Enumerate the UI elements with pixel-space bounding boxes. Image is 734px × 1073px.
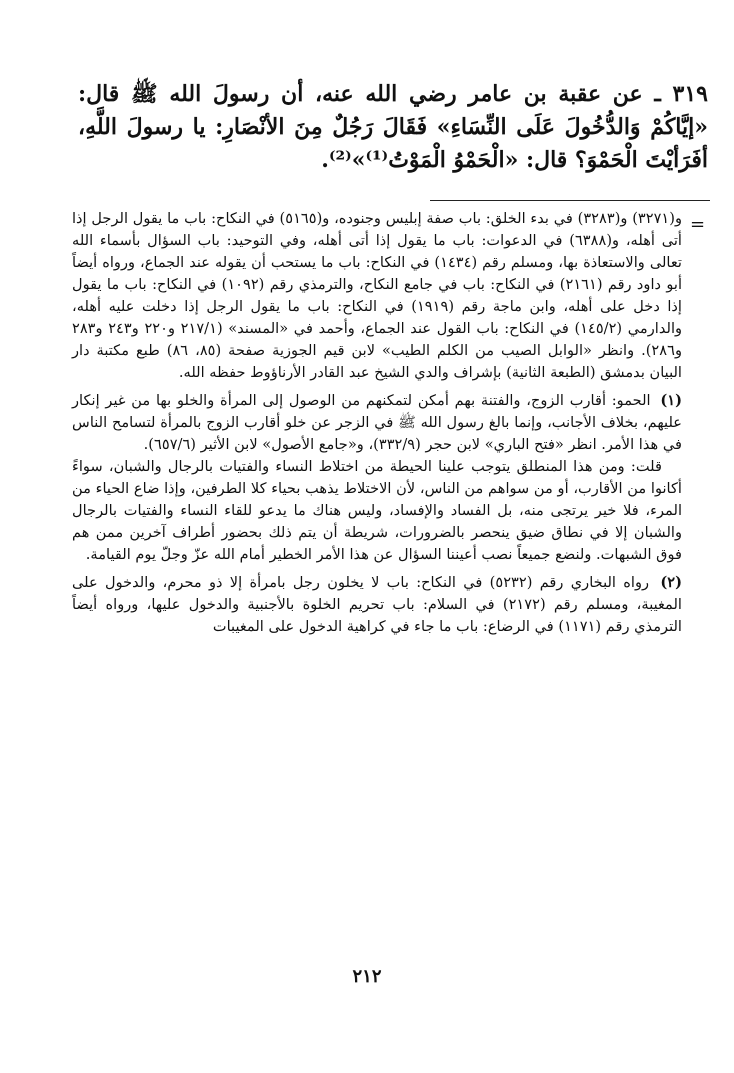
hadith-text: عن عقبة بن عامر رضي الله عنه، أن رسولَ الله ﷺ قال: «إيَّاكُمْ وَالدُّخُولَ عَلَى النِّسَاءِ» فَقَالَ رَجُلٌ مِنَ الأنْصَارِ: يا رسولَ اللَّهِ، أفَرَأيْتَ الْحَمْوَ؟ قال: «الْحَمْوُ الْمَوْتُ⁽¹⁾»⁽²⁾. — [78, 81, 708, 173]
footnote-continuation: و(٣٢٧١) و(٣٢٨٣) في بدء الخلق: باب صفة إبليس وجنوده، و(٥١٦٥) في النكاح: باب ما يقول الرجل إذا أتى أهله، و(٦٣٨٨) في الدعوات: باب ما يقول إذا أتى أهله، وفي التوحيد: باب السؤال بأسماء الله تعالى والاستعاذة بها، ومسلم رقم (١٤٣٤) في النكاح: باب ما يستحب أن يقوله عند الجماع، ورواه أيضاً أبو داود رقم (٢١٦١) في النكاح: باب في جامع النكاح، والترمذي رقم (١٠٩٢) في النكاح: باب ما يقول إذا دخل على أهله، وابن ماجة رقم (١٩١٩) في النكاح: باب ما يقول الرجل إذا دخلت عليه أهله، والدارمي (١٤٥/٢) في النكاح: باب القول عند الجماع، وأحمد في «المسند» (٢١٧/١ و٢٢٠ و٢٤٣ و٢٨٣ و٢٨٦). وانظر «الوابل الصيب من الكلم الطيب» لابن قيم الجوزية صفحة (٨٥، ٨٦) طبع مكتبة دار البيان بدمشق (الطبعة الثانية) بإشراف والدي الشيخ عبد القادر الأرناؤوط حفظه الله. — [72, 210, 683, 381]
footnotes-section — [72, 208, 682, 644]
hadith-number: ٣١٩ ـ — [654, 81, 708, 107]
footnote-1-text: الحمو: أقارب الزوج، والفتنة بهم أمكن لتمكنهم من الوصول إلى المرأة والخلو بها من غير إنكار عليهم، بخلاف الأجانب، وإنما بالغ رسول الله ﷺ في الزجر عن خلو أقارب الزوج بالمرأة لتسامح الناس في هذا الأمر. انظر «فتح الباري» لابن حجر (٣٣٢/٩)، و«جامع الأصول» لابن الأثير (٦٥٧/٦). — [72, 392, 682, 453]
footnote-2-number: (٢) — [660, 574, 683, 591]
footnote-2-text: رواه البخاري رقم (٥٢٣٢) في النكاح: باب لا يخلون رجل بامرأة إلا ذو محرم، والدخول على المغيبة، ومسلم رقم (٢١٧٢) في السلام: باب تحريم الخلوة بالأجنبية والدخول عليها، ورواه أيضاً الترمذي رقم (١١٧١) في الرضاع: باب ما جاء في كراهية الدخول على المغيبات — [72, 574, 682, 635]
page-number: ٢١٢ — [352, 966, 382, 987]
footnote-2 — [72, 572, 682, 638]
hadith-block — [78, 78, 708, 177]
footnote-divider — [430, 200, 710, 201]
continuation-mark: = — [690, 214, 706, 235]
footnote-1 — [72, 390, 682, 566]
footnote-1-note: قلت: ومن هذا المنطلق يتوجب علينا الحيطة من اختلاط النساء والفتيات بالرجال والشبان، سواءً أكانوا من الأقارب، أو من سواهم من الناس، لأن الاختلاط يذهب بحياء كلا الطرفين، وإذا ضاع الحياء من المرء، فلا خير يرتجى منه، بل الفساد والإفساد، وليس هناك ما يدعو للقاء النساء والفتيات بالرجال والشبان إلا في نطاق ضيق ينحصر بالضرورات، شريطة أن يتم ذلك بحضور أطراف آخرين ممن هم فوق الشبهات. ولنضع جميعاً نصب أعيننا السؤال عن هذا الأمر الخطير أمام الله عزّ وجلّ يوم القيامة. — [72, 458, 682, 563]
footnote-1-number: (١) — [660, 392, 682, 409]
